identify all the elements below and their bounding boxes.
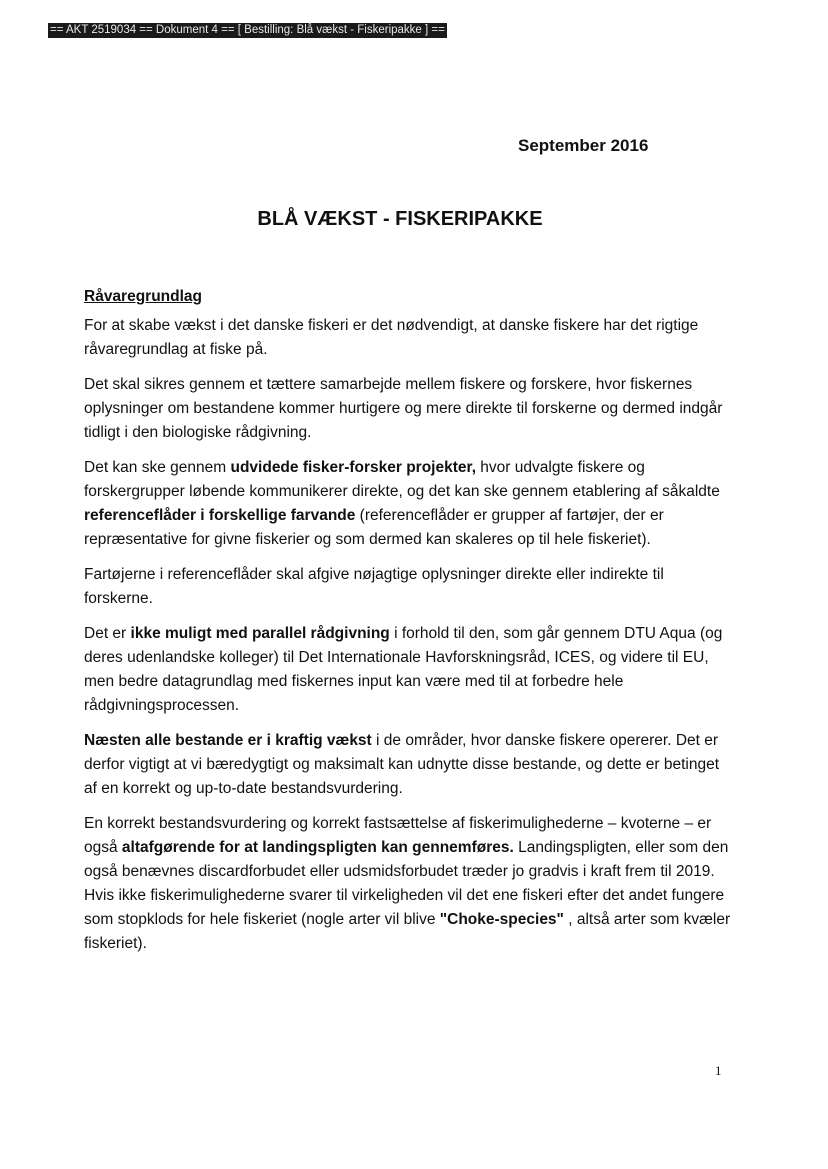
paragraph-7-text: Landingspligten, eller som den også benævnes discardforbudet eller udsmidsforbudet træder jo gradvis i kraft frem til 2019. Hvis ikke fiskerimulighederne svarer til virkeligheden vil det ene fiskeri efter det andet fungere som stopklods for hele fiskeriet (nogle arter vil blive [84,839,729,928]
paragraph-7-text: En korrekt bestandsvurdering og korrekt fastsættelse af fiskerimulighederne – kvoterne – er også [84,815,712,856]
document-body [84,285,734,967]
paragraph-1: For at skabe vækst i det danske fiskeri er det nødvendigt, at danske fiskere har det rigtige råvaregrundlag at fiske på. [84,317,699,358]
paragraph-6-text: i de områder, hvor danske fiskere opererer. Det er derfor vigtigt at vi bæredygtigt og maksimalt kan udnytte disse bestande, og dette er betinget af en korrekt og up-to-date bestandsvurdering. [84,732,720,797]
paragraph-2: Det skal sikres gennem et tættere samarbejde mellem fiskere og forskere, hvor fiskernes oplysninger om bestandene kommer hurtigere og mere direkte til forskerne og dermed indgår tidligt i den biologiske rådgivning. [84,376,723,441]
paragraph-5-text: i forhold til den, som går gennem DTU Aqua (og deres udenlandske kolleger) til Det Internationale Havforskningsråd, ICES, og videre til EU, men bedre datagrundlag med fiskernes input kan være med til at forbedre hele rådgivningsprocessen. [84,625,723,714]
paragraph-7-text: , altså arter som kvæler fiskeriet). [84,911,731,952]
section-heading: Råvaregrundlag [84,288,203,305]
paragraph-6 [84,729,734,801]
page-number: 1 [715,1063,722,1078]
paragraph-3-text: Det kan ske gennem [84,459,231,476]
paragraph-7-emphasis: altafgørende for at landingspligten kan gennemføres. [121,839,514,856]
paragraph-3-text: (referenceflåder er grupper af fartøjer, der er repræsentative for givne fiskerier og som dermed kan skaleres op til hele fiskeriet). [84,507,664,548]
paragraph-5 [84,622,734,718]
document-header-bar: == AKT 2519034 == Dokument 4 == [ Bestilling: Blå vækst - Fiskeripakke ] == [50,24,445,36]
paragraph-3-emphasis: referenceflåder i forskellige farvande [84,507,356,524]
paragraph-4: Fartøjerne i referenceflåder skal afgive nøjagtige oplysninger direkte eller indirekte til forskerne. [84,566,664,607]
paragraph-3-emphasis: udvidede fisker-forsker projekter, [230,459,476,476]
paragraph-7 [84,812,734,956]
paragraph-6-emphasis: Næsten alle bestande er i kraftig vækst [84,732,372,749]
paragraph-5-emphasis: ikke muligt med parallel rådgivning [130,625,390,642]
document-title: BLÅ VÆKST - FISKERIPAKKE [257,208,543,230]
paragraph-7-emphasis: "Choke-species" [439,911,564,928]
paragraph-3-text: hvor udvalgte fiskere og forskergrupper løbende kommunikerer direkte, og det kan ske gennem etablering af såkaldte [84,459,720,500]
paragraph-3 [84,456,734,552]
document-date: September 2016 [518,136,649,155]
paragraph-5-text: Det er [84,625,131,642]
